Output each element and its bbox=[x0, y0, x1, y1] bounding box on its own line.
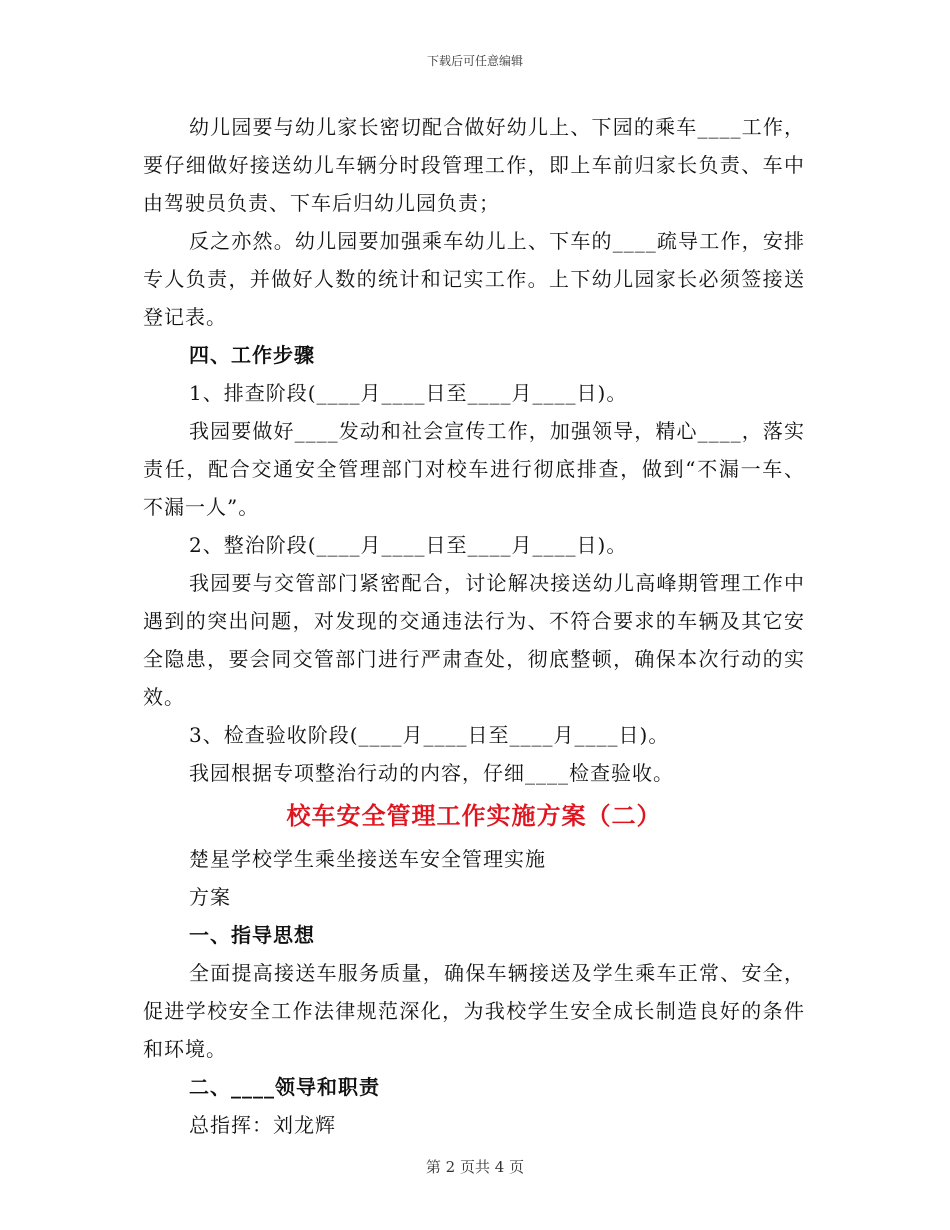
paragraph: 我园要做好____发动和社会宣传工作，加强领导，精心____，落实责任，配合交通安全管理部门对校车进行彻底排查，做到“不漏一车、不漏一人”。 bbox=[143, 419, 805, 519]
step-heading: 1、排查阶段(____月____日至____月____日)。 bbox=[189, 381, 628, 405]
paragraph: 总指挥：刘龙辉 bbox=[189, 1113, 336, 1137]
document-title: 校车安全管理工作实施方案（二） bbox=[286, 801, 662, 830]
step-heading: 3、检查验收阶段(____月____日至____月____日)。 bbox=[189, 723, 670, 747]
step-heading: 2、整治阶段(____月____日至____月____日)。 bbox=[189, 533, 628, 557]
subtitle-line: 方案 bbox=[189, 885, 231, 909]
subtitle-line: 楚星学校学生乘坐接送车安全管理实施 bbox=[189, 847, 546, 871]
paragraph: 全面提高接送车服务质量，确保车辆接送及学生乘车正常、安全，促进学校安全工作法律规范深化，为我校学生安全成长制造良好的条件和环境。 bbox=[143, 961, 805, 1061]
section-heading: 四、工作步骤 bbox=[189, 343, 315, 367]
document-body bbox=[143, 108, 805, 1144]
page-header: 下载后可任意编辑 bbox=[426, 54, 523, 68]
section-heading: 二、____领导和职责 bbox=[189, 1075, 380, 1099]
paragraph: 我园要与交管部门紧密配合，讨论解决接送幼儿高峰期管理工作中遇到的突出问题，对发现的交通违法行为、不符合要求的车辆及其它安全隐患，要会同交管部门进行严肃查处，彻底整顿，确保本次行动的实效。 bbox=[143, 571, 805, 709]
paragraph: 幼儿园要与幼儿家长密切配合做好幼儿上、下园的乘车____工作，要仔细做好接送幼儿车辆分时段管理工作，即上车前归家长负责、车中由驾驶员负责、下车后归幼儿园负责； bbox=[143, 115, 805, 215]
section-heading: 一、指导思想 bbox=[189, 923, 315, 947]
paragraph: 反之亦然。幼儿园要加强乘车幼儿上、下车的____疏导工作，安排专人负责，并做好人数的统计和记实工作。上下幼儿园家长必须签接送登记表。 bbox=[143, 229, 805, 329]
paragraph: 我园根据专项整治行动的内容，仔细____检查验收。 bbox=[189, 761, 674, 785]
page-footer: 第 2 页共 4 页 bbox=[425, 1158, 525, 1176]
